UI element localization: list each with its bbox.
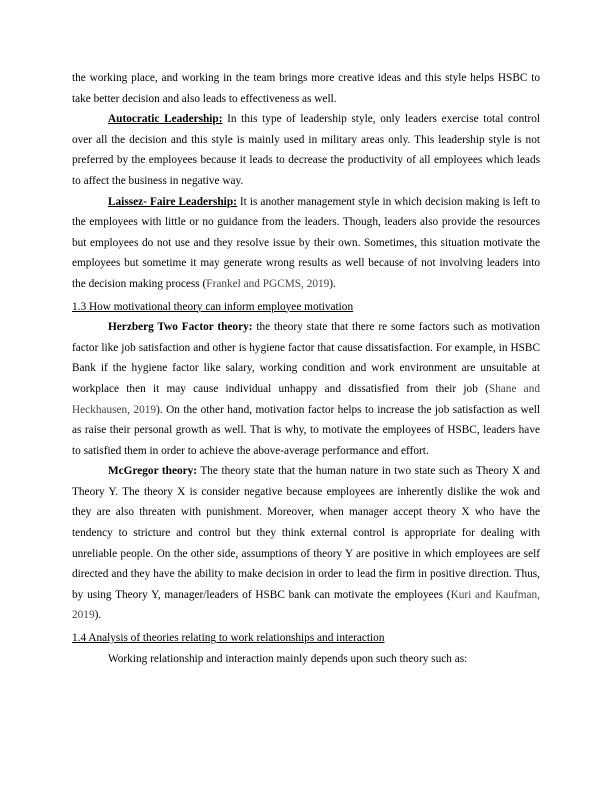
paragraph-work-relationships: Working relationship and interaction mainly depends upon such theory such as:: [108, 652, 468, 665]
paragraph-autocratic: Autocratic Leadership: In this type of leadership style, only leaders exercise total control over all the decision and this style is mainly used in military areas only. This leadership style is not preferred by the employees because it leads to decrease the productivity of all employees which leads to affect the business in negative way.: [72, 113, 540, 187]
citation: Shane and Heckhausen, 2019: [72, 382, 540, 416]
citation: Frankel and PGCMS, 2019: [206, 277, 330, 290]
paragraph-mcgregor: McGregor theory: The theory state that the human nature in two state such as Theory X and Theory Y. The theory X is consider negative because employees are inherently dislike the wok and they are also threaten with punishment. Moreover, when manager accept theory X who have the tendency to stricture and control but they think external control is appropriate for dealing with unreliable people. On the other side, assumptions of theory Y are positive in which employees are self directed and they have the ability to make decision in order to lead the firm in positive direction. Thus, by using Theory Y, manager/leaders of HSBC bank can motivate the employees (Kuri and Kaufman, 2019).: [72, 465, 541, 622]
paragraph-continuation: the working place, and working in the team brings more creative ideas and this style helps HSBC to take better decision and also leads to effectiveness as well.: [72, 72, 540, 105]
term-herzberg: Herzberg Two Factor theory:: [108, 321, 253, 334]
paragraph-laissez-faire: Laissez- Faire Leadership: It is another management style in which decision making is left to the employees with little or no guidance from the leaders. Though, leaders also provide the resources but employees do not use and they resolve issue by their own. Sometimes, this situation motivate the employees but sometime it may generate wrong results as well because of not involving leaders into the decision making process (Frankel and PGCMS, 2019).: [72, 195, 540, 290]
term-autocratic: Autocratic Leadership:: [108, 113, 223, 126]
section-heading-1-3: 1.3 How motivational theory can inform employee motivation: [72, 300, 354, 313]
paragraph-herzberg: Herzberg Two Factor theory: the theory state that there re some factors such as motivation factor like job satisfaction and other is hygiene factor that cause dissatisfaction. For example, in HSBC Bank if the hygiene factor like salary, working condition and work environment are unsuitable at workplace then it may cause individual unhappy and dissatisfied from their job (Shane and Heckhausen, 2019). On the other hand, motivation factor helps to increase the job satisfaction as well as raise their personal growth as well. That is why, to motivate the employees of HSBC, leaders have to satisfied them in order to achieve the above-average performance and effort.: [72, 321, 540, 457]
term-mcgregor: McGregor theory:: [108, 465, 198, 478]
citation: Kuri and Kaufman, 2019: [72, 588, 540, 622]
section-heading-1-4: 1.4 Analysis of theories relating to work relationships and interaction: [72, 632, 385, 645]
term-laissez-faire: Laissez- Faire Leadership:: [108, 195, 237, 208]
